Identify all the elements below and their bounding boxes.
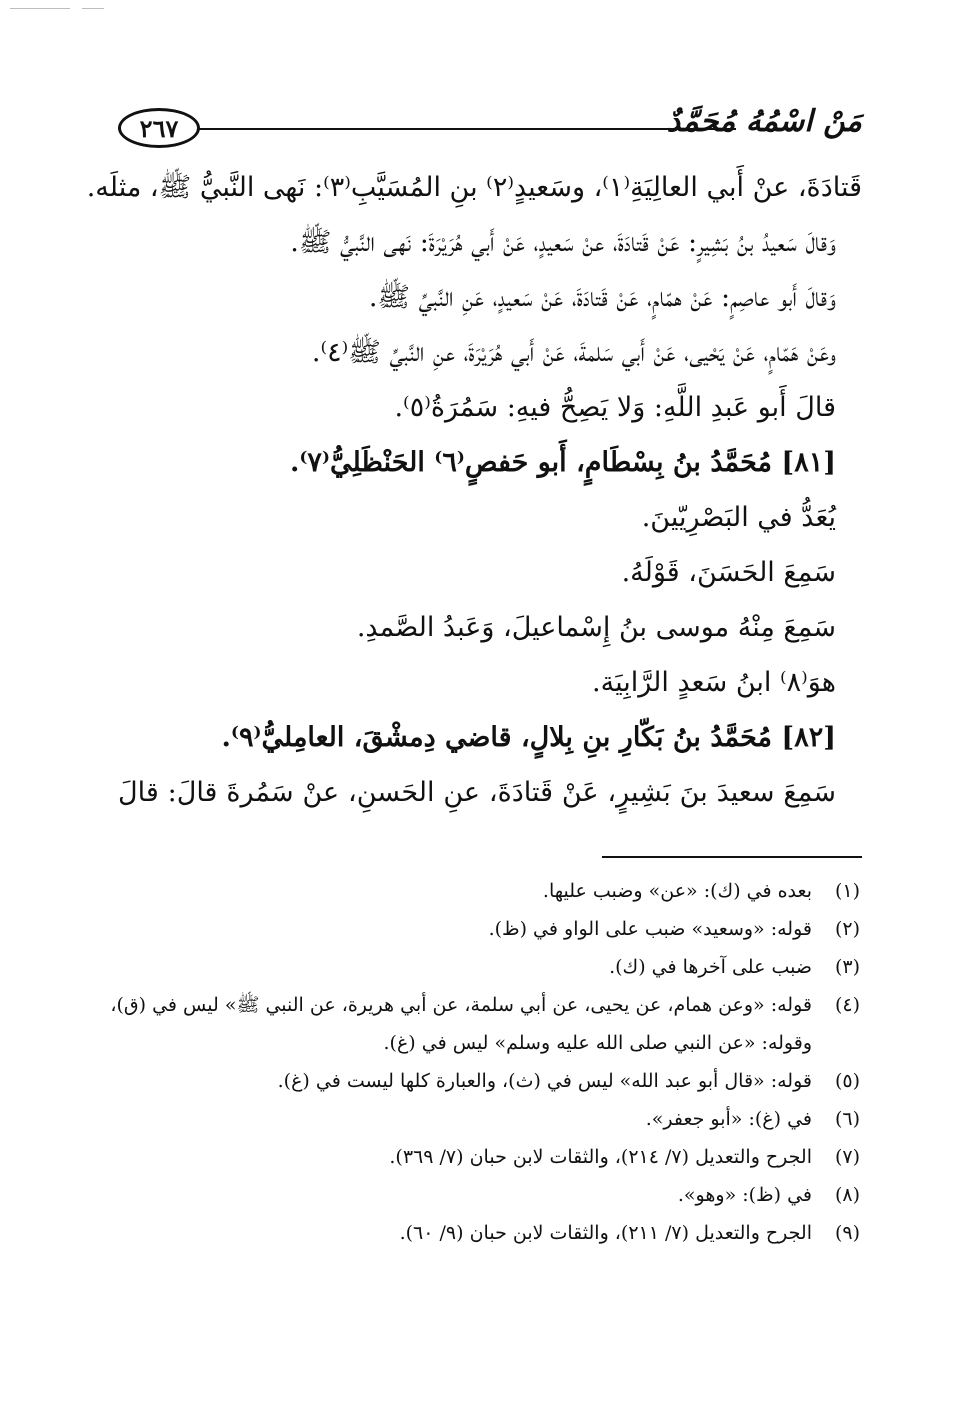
footnote-text: بعده في (ك): «عن» وضبب عليها. [542, 880, 812, 902]
footnote-number: (١) [834, 880, 860, 902]
footnote-text: قوله: «وسعيد» ضبب على الواو في (ظ). [488, 918, 812, 940]
page-header [118, 104, 862, 158]
footnote [108, 986, 862, 1062]
footnote-number: (٢) [834, 918, 860, 940]
page-number: ٢٦٧ [118, 108, 200, 148]
footnote-text: في (ظ): «وهو». [677, 1184, 812, 1206]
text-line: وعَنْ هَمّامٍ، عَنْ يَحْيى، عَنْ أَبي سَلمةَ، عَنْ أَبي هُرَيْرَةَ، عنِ النَّبيِّ ﷺ⁽٤⁾. [311, 337, 836, 368]
footnote-text: قوله: «وعن همام، عن يحيى، عن أبي سلمة، عن أبي هريرة، عن النبي ﷺ» ليس في (ق)، [110, 994, 812, 1016]
footnote-separator [602, 856, 862, 858]
footnotes [108, 872, 862, 1252]
footnote [108, 1138, 862, 1176]
footnote [108, 1100, 862, 1138]
footnote-number: (٧) [834, 1146, 860, 1168]
footnote-text: قوله: «قال أبو عبد الله» ليس في (ث)، والعبارة كلها ليست في (غ). [277, 1070, 812, 1092]
footnote-text: وقوله: «عن النبي صلى الله عليه وسلم» ليس في (غ). [383, 1032, 812, 1054]
footnote-number: (٤) [834, 994, 860, 1016]
text-line: قَتادَةَ، عنْ أَبي العالِيَةِ⁽١⁾، وسَعيدٍ⁽٢⁾ بنِ المُسَيَّبِ⁽٣⁾: نَهى النَّبيُّ ﷺ، مثلَه. [86, 172, 862, 203]
running-title: مَنْ اسْمُهُ مُحَمَّدٌ [666, 104, 862, 139]
footnote [108, 872, 862, 910]
footnote [108, 910, 862, 948]
text-line: سَمِعَ سعيدَ بنَ بَشِيرٍ، عَنْ قَتادَةَ، عنِ الحَسنِ، عنْ سَمُرةَ قالَ: قالَ [118, 777, 836, 808]
text-line: وَقالَ سَعيدُ بنُ بَشِيرٍ: عَنْ قَتادَةَ، عنْ سَعيدٍ، عَنْ أَبي هُرَيْرَةَ: نَهى النَّبيُّ ﷺ. [290, 227, 836, 258]
main-text [86, 160, 862, 820]
text-line: هوَ⁽٨⁾ ابنُ سَعدٍ الرَّابِيَة. [592, 667, 836, 698]
text-line: وَقالَ أَبو عاصِمٍ: عَنْ همّامٍ، عَنْ قَتادَةَ، عَنْ سَعيدٍ، عَنِ النَّبيِّ ﷺ. [368, 282, 836, 313]
footnote-text: ضبب على آخرها في (ك). [609, 956, 812, 978]
footnote [108, 948, 862, 986]
entry-heading: [٨١] مُحَمَّدُ بنُ بِسْطَامٍ، أَبو حَفصٍ⁽٦⁾ الحَنْظَلِيُّ⁽٧⁾. [289, 447, 836, 478]
header-rule [198, 128, 736, 130]
scan-mark [82, 8, 104, 9]
footnote-text: في (غ): «أبو جعفر». [645, 1108, 812, 1130]
footnote-text: الجرح والتعديل (٧/ ٢١٤)، والثقات لابن حبان (٧/ ٣٦٩). [389, 1146, 812, 1168]
text-line: سَمِعَ مِنْهُ موسى بنُ إِسْماعيلَ، وَعَبدُ الصَّمدِ. [356, 612, 836, 643]
footnote-number: (٩) [834, 1222, 860, 1244]
text-line: قالَ أَبو عَبدِ اللَّهِ: وَلا يَصِحُّ فيهِ: سَمُرَةُ⁽٥⁾. [394, 392, 836, 423]
footnote-number: (٦) [834, 1108, 860, 1130]
entry-heading: [٨٢] مُحَمَّدُ بنُ بَكّارِ بنِ بِلالٍ، قاضي دِمشْقَ، العامِليُّ⁽٩⁾. [221, 722, 836, 753]
footnote-number: (٨) [834, 1184, 860, 1206]
scan-mark [10, 8, 70, 9]
footnote-number: (٥) [834, 1070, 860, 1092]
footnote [108, 1214, 862, 1252]
footnote [108, 1062, 862, 1100]
text-line: يُعَدُّ في البَصْرِيّينَ. [641, 502, 836, 533]
text-line: سَمِعَ الحَسَنَ، قَوْلَهُ. [621, 557, 836, 588]
footnote [108, 1176, 862, 1214]
footnote-number: (٣) [834, 956, 860, 978]
footnote-text: الجرح والتعديل (٧/ ٢١١)، والثقات لابن حبان (٩/ ٦٠). [399, 1222, 812, 1244]
